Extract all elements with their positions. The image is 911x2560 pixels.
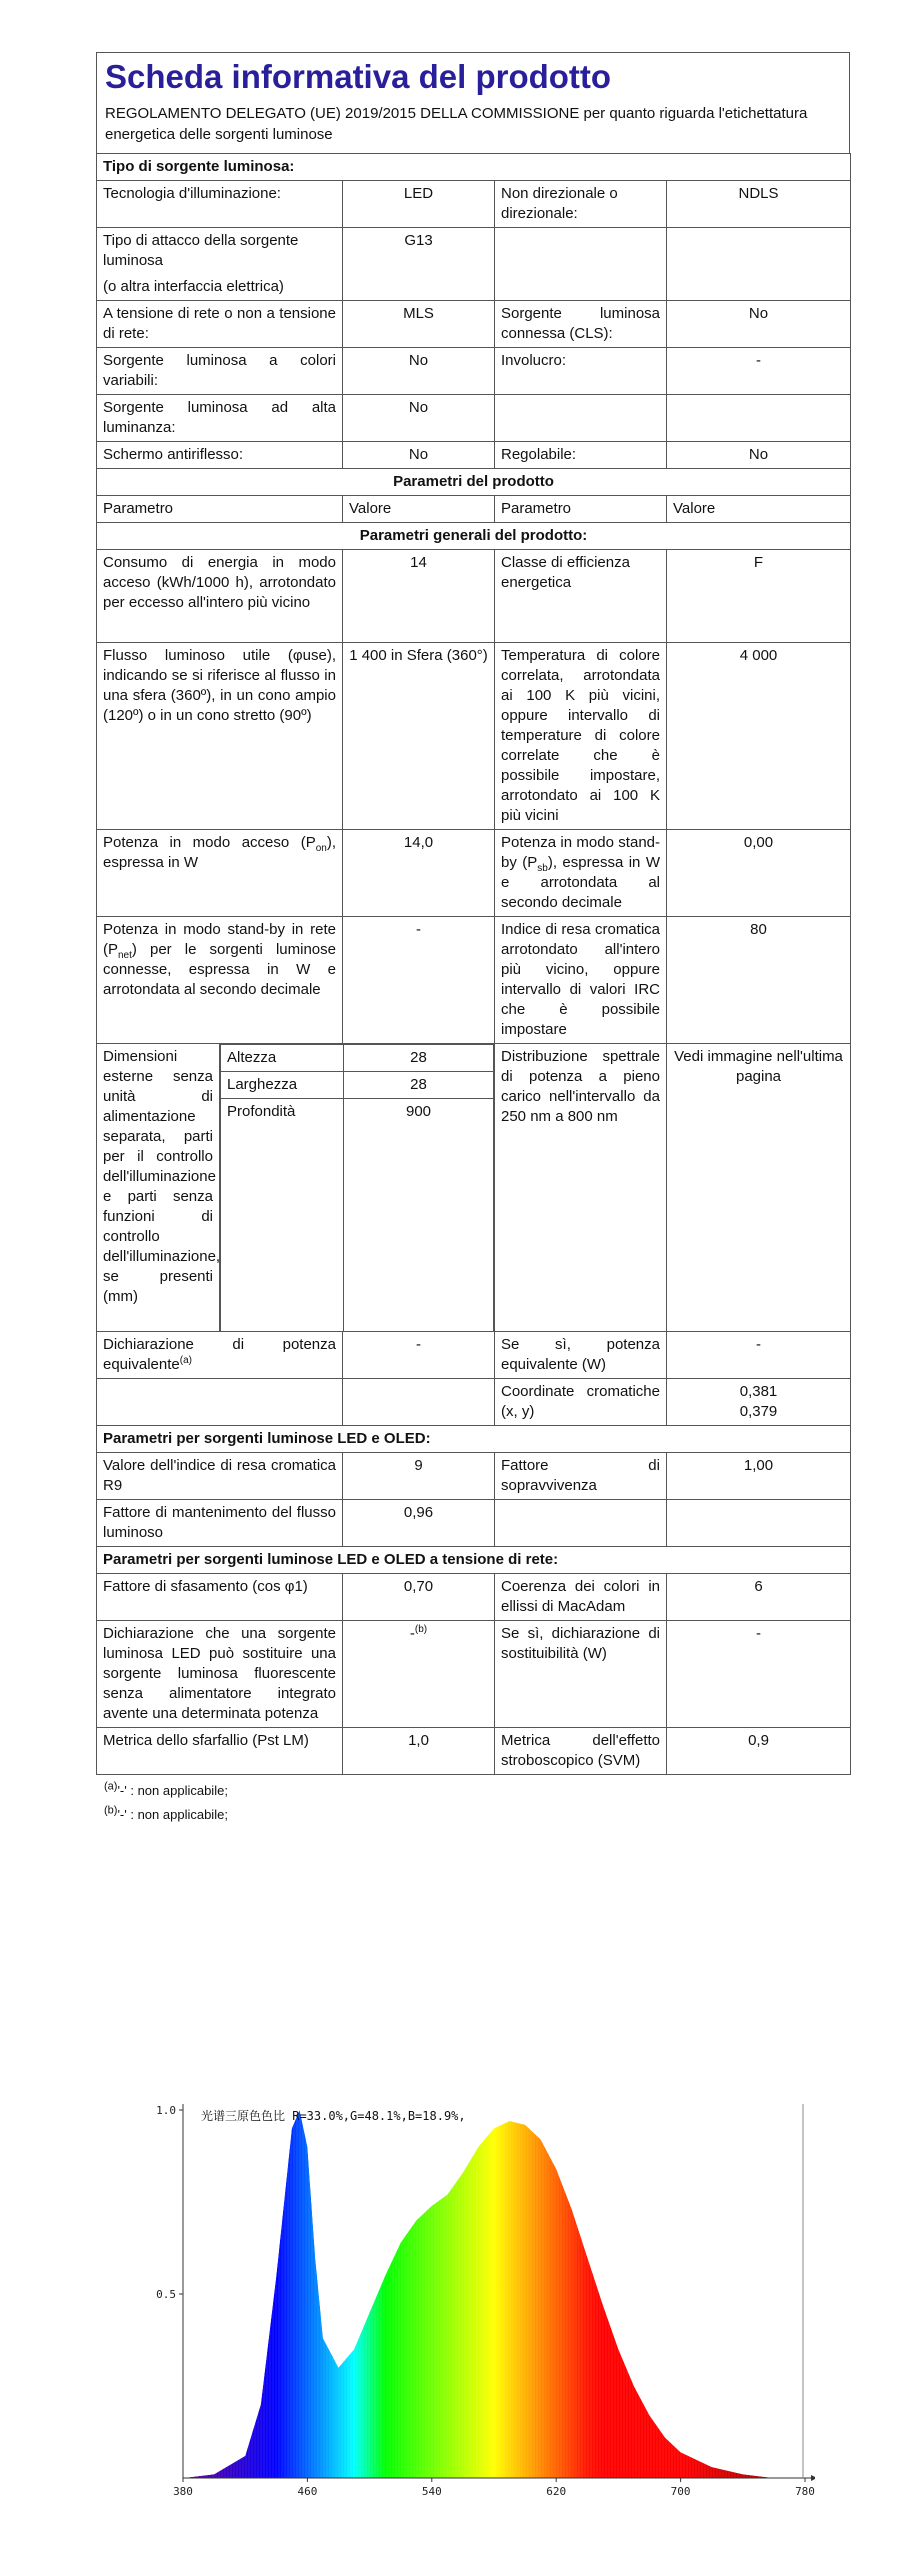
label-chromaticity: Coordinate cromatiche (x, y)	[495, 1379, 667, 1426]
table-row	[97, 442, 851, 469]
sheet-header	[96, 52, 850, 153]
value-equivalent-power-w: -	[667, 1332, 851, 1379]
value-anti-glare: No	[343, 442, 495, 469]
label-colour-temperature: Temperatura di colore correlata, arrotondata ai 100 K più vicini, oppure intervallo di temperature di colore correlate che è possibile impostare, arrotondato ai 100 K più vicini	[495, 643, 667, 830]
empty-cell	[495, 228, 667, 301]
empty-cell	[97, 1379, 343, 1426]
empty-cell	[667, 395, 851, 442]
product-information-sheet	[96, 52, 850, 1827]
label-spectral-distribution: Distribuzione spettrale di potenza a pieno carico nell'intervallo da 250 nm a 800 nm	[495, 1044, 667, 1332]
label-luminous-flux: Flusso luminoso utile (φuse), indicando se si riferisce al flusso in una sfera (360º), in un cono ampio (120º) o in un cono stretto (90º)	[97, 643, 343, 830]
label-replacement-claim: Se sì, dichiarazione di sostituibilità (W)	[495, 1621, 667, 1728]
label-high-luminance: Sorgente luminosa ad alta luminanza:	[97, 395, 343, 442]
label-efficiency-class: Classe di efficienza energetica	[495, 550, 667, 643]
value-envelope: -	[667, 348, 851, 395]
table-row	[97, 1379, 851, 1426]
col-header-parameter: Parametro	[495, 496, 667, 523]
label-cri: Indice di resa cromatica arrotondato all'intero più vicino, oppure intervallo di valori IRC che è possibile impostare	[495, 917, 667, 1044]
value-standby-power: 0,00	[667, 830, 851, 917]
x-tick-label: 700	[670, 2485, 691, 2498]
value-networked-standby: -	[343, 917, 495, 1044]
x-tick-label: 460	[297, 2485, 318, 2498]
table-row	[97, 1044, 851, 1332]
value-lighting-technology: LED	[343, 181, 495, 228]
value-efficiency-class: F	[667, 550, 851, 643]
label-lumen-maintenance: Fattore di mantenimento del flusso luminoso	[97, 1500, 343, 1547]
section-mains-led-parameters: Parametri per sorgenti luminose LED e OLED a tensione di rete:	[97, 1547, 851, 1574]
value-luminous-flux: 1 400 in Sfera (360°)	[343, 643, 495, 830]
col-header-value: Valore	[667, 496, 851, 523]
value-lumen-maintenance: 0,96	[343, 1500, 495, 1547]
label-width: Larghezza	[221, 1072, 344, 1099]
value-macadam: 6	[667, 1574, 851, 1621]
empty-cell	[495, 1500, 667, 1547]
value-stroboscopic: 0,9	[667, 1728, 851, 1775]
label-energy-consumption: Consumo di energia in modo acceso (kWh/1000 h), arrotondato per eccesso all'intero più vicino	[97, 550, 343, 643]
value-survival-factor: 1,00	[667, 1453, 851, 1500]
y-tick-label: 0.5	[156, 2288, 176, 2301]
label-equivalent-power-w: Se sì, potenza equivalente (W)	[495, 1332, 667, 1379]
empty-cell	[667, 1500, 851, 1547]
value-width: 28	[344, 1072, 494, 1099]
value-on-mode-power: 14,0	[343, 830, 495, 917]
value-displacement-factor: 0,70	[343, 1574, 495, 1621]
value-equivalent-power: -	[343, 1332, 495, 1379]
table-row	[97, 830, 851, 917]
section-light-source-type: Tipo di sorgente luminosa:	[97, 154, 851, 181]
value-spectral-distribution: Vedi immagine nell'ultima pagina	[667, 1044, 851, 1332]
label-dimmable: Regolabile:	[495, 442, 667, 469]
value-colour-tuneable: No	[343, 348, 495, 395]
label-on-mode-power: Potenza in modo acceso $(P_{on})$, espressa in W	[97, 830, 343, 917]
value-energy-consumption: 14	[343, 550, 495, 643]
section-general-parameters: Parametri generali del prodotto:	[97, 523, 851, 550]
empty-cell	[667, 228, 851, 301]
table-row	[97, 1621, 851, 1728]
spec-table	[96, 153, 851, 1775]
table-row	[97, 1728, 851, 1775]
label-fluorescent-replacement: Dichiarazione che una sorgente luminosa LED può sostituire una sorgente luminosa fluorescente senza alimentatore integrato avente una determinata potenza	[97, 1621, 343, 1728]
footnote-a: $^{(a)}$'-' : non applicabile;	[104, 1780, 228, 1798]
label-colour-tuneable: Sorgente luminosa a colori variabili:	[97, 348, 343, 395]
table-row	[97, 550, 851, 643]
table-row	[97, 228, 851, 301]
label-depth: Profondità	[221, 1099, 344, 1332]
label-displacement-factor: Fattore di sfasamento (cos φ1)	[97, 1574, 343, 1621]
value-height: 28	[344, 1045, 494, 1072]
column-header-row	[97, 496, 851, 523]
table-row	[97, 1500, 851, 1547]
table-row	[97, 643, 851, 830]
empty-cell	[495, 395, 667, 442]
value-depth: 900	[344, 1099, 494, 1332]
page-title: Scheda informativa del prodotto	[105, 58, 612, 95]
label-envelope: Involucro:	[495, 348, 667, 395]
label-connected: Sorgente luminosa connessa (CLS):	[495, 301, 667, 348]
label-flicker: Metrica dello sfarfallio (Pst LM)	[97, 1728, 343, 1775]
section-product-parameters: Parametri del prodotto	[97, 469, 851, 496]
label-cap-type: Tipo di attacco della sorgente luminosa (o altra interfaccia elettrica)	[97, 228, 343, 301]
label-anti-glare: Schermo antiriflesso:	[97, 442, 343, 469]
value-replacement-claim: -	[667, 1621, 851, 1728]
value-fluorescent-replacement: -$^{(b)}$	[343, 1621, 495, 1728]
chart-title: 光谱三原色色比 R=33.0%,G=48.1%,B=18.9%,	[201, 2109, 466, 2123]
value-dimmable: No	[667, 442, 851, 469]
label-macadam: Coerenza dei colori in ellissi di MacAdam	[495, 1574, 667, 1621]
table-row	[97, 1574, 851, 1621]
label-survival-factor: Fattore di sopravvivenza	[495, 1453, 667, 1500]
value-chromaticity: 0,381 0,379	[667, 1379, 851, 1426]
table-row	[97, 1453, 851, 1500]
label-stroboscopic: Metrica dell'effetto stroboscopico (SVM)	[495, 1728, 667, 1775]
footnote-b: $^{(b)}$'-' : non applicabile;	[104, 1804, 228, 1822]
label-height: Altezza	[221, 1045, 344, 1072]
label-lighting-technology: Tecnologia d'illuminazione:	[97, 181, 343, 228]
empty-cell	[343, 1379, 495, 1426]
table-row	[97, 395, 851, 442]
col-header-parameter: Parametro	[97, 496, 343, 523]
x-tick-label: 620	[546, 2485, 567, 2498]
value-directional: NDLS	[667, 181, 851, 228]
table-row	[97, 917, 851, 1044]
spectral-distribution-chart	[140, 2096, 815, 2500]
x-axis-arrow	[811, 2475, 815, 2481]
value-colour-temperature: 4 000	[667, 643, 851, 830]
value-cri: 80	[667, 917, 851, 1044]
table-row	[97, 301, 851, 348]
value-cap-type: G13	[343, 228, 495, 301]
label-equivalent-power: Dichiarazione di potenza equivalente$^{(a)}$	[97, 1332, 343, 1379]
footnotes	[96, 1779, 850, 1827]
value-mains: MLS	[343, 301, 495, 348]
dimensions-values	[220, 1044, 495, 1332]
x-tick-label: 780	[795, 2485, 815, 2498]
section-led-parameters: Parametri per sorgenti luminose LED e OLED:	[97, 1426, 851, 1453]
col-header-value: Valore	[343, 496, 495, 523]
value-flicker: 1,0	[343, 1728, 495, 1775]
label-dimensions: Dimensioni esterne senza unità di alimentazione separata, parti per il controllo dell'illuminazione e parti senza funzioni di controllo dell'illuminazione, se presenti (mm)	[97, 1044, 220, 1332]
x-tick-label: 380	[173, 2485, 193, 2498]
y-tick-label: 1.0	[156, 2104, 176, 2117]
label-directional: Non direzionale o direzionale:	[495, 181, 667, 228]
value-connected: No	[667, 301, 851, 348]
label-r9: Valore dell'indice di resa cromatica R9	[97, 1453, 343, 1500]
table-row	[97, 181, 851, 228]
label-networked-standby: Potenza in modo stand-by in rete $(P_{net})$ per le sorgenti luminose connesse, espressa in W e arrotondata al secondo decimale	[97, 917, 343, 1044]
label-mains: A tensione di rete o non a tensione di rete:	[97, 301, 343, 348]
value-r9: 9	[343, 1453, 495, 1500]
label-standby-power: Potenza in modo stand-by $(P_{sb})$, espressa in W e arrotondata al secondo decimale	[495, 830, 667, 917]
value-high-luminance: No	[343, 395, 495, 442]
table-row	[97, 348, 851, 395]
table-row	[97, 1332, 851, 1379]
x-tick-label: 540	[421, 2485, 442, 2498]
regulation-subtitle: REGOLAMENTO DELEGATO (UE) 2019/2015 DELLA COMMISSIONE per quanto riguarda l'etichettatura energetica delle sorgenti luminose	[105, 105, 808, 143]
